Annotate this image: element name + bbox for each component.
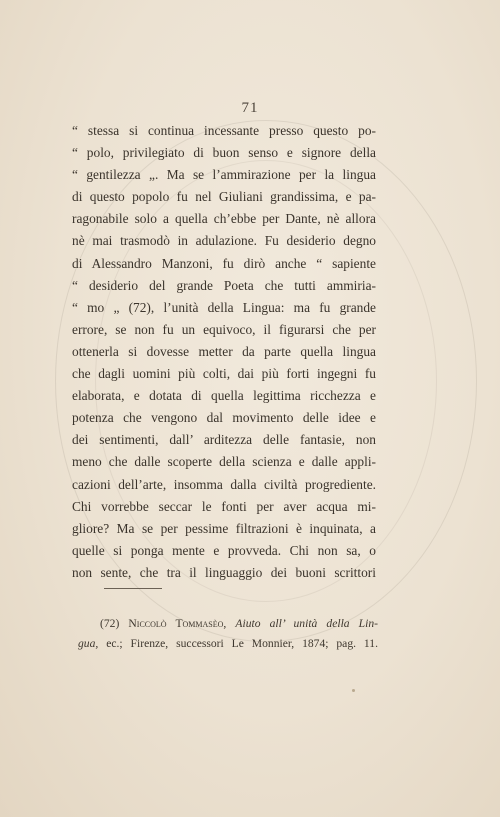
- text-line: “ mo „ (72), l’unità della Lingua: ma fu grande: [72, 299, 376, 315]
- text-line: non sente, che tra il linguaggio dei buoni scrittori: [72, 564, 376, 580]
- footnote: [78, 614, 378, 654]
- text-line: meno che dalle scoperte della scienza e dalle appli-: [72, 454, 376, 470]
- footnote-line-2: [78, 634, 378, 654]
- text-line: potenza che vengono dal movimento delle idee e: [72, 410, 376, 426]
- footnote-marker: (72): [100, 617, 120, 630]
- text-line: elaborata, e dotata di quella legittima ricchezza e: [72, 388, 376, 404]
- text-line: quelle si ponga mente e provveda. Chi non sa, o: [72, 542, 376, 558]
- body-text: [72, 120, 376, 584]
- footnote-publication: ec.; Firenze, successori Le Monnier, 1874; pag. 11.: [106, 637, 378, 650]
- footnote-title-part2: gua,: [78, 637, 99, 650]
- text-line: “ stessa si continua incessante presso questo po-: [72, 123, 376, 138]
- text-line: “ desiderio del grande Poeta che tutti ammiria-: [72, 277, 376, 293]
- footnote-rule: [104, 588, 162, 589]
- text-line: ottenerla si dovesse metter da parte quella lingua: [72, 343, 376, 359]
- text-line: cazioni dell’arte, insomma dalla civiltà progrediente.: [72, 476, 376, 492]
- text-line: gliore? Ma se per pessime filtrazioni è inquinata, a: [72, 520, 376, 536]
- text-line: Chi vorrebbe seccar le fonti per aver acqua mi-: [72, 498, 376, 514]
- footnote-title-part1: Aiuto all’ unità della Lin-: [235, 617, 379, 630]
- page-number: 71: [241, 100, 259, 116]
- text-line: che dagli uomini più colti, dai più forti ingegni fu: [72, 366, 376, 382]
- text-line: di questo popolo fu nel Giuliani grandissima, e pa-: [72, 189, 376, 205]
- text-line: errore, se non fu un equivoco, il figurarsi che per: [72, 321, 376, 337]
- text-line: di Alessandro Manzoni, fu dirò anche “ sapiente: [72, 255, 376, 271]
- paper-speck: [352, 689, 355, 692]
- text-line: dei sentimenti, dall’ arditezza delle fantasie, non: [72, 432, 376, 448]
- text-line: “ polo, privilegiato di buon senso e signore della: [72, 145, 376, 161]
- footnote-author: Niccolò Tommasèo,: [128, 617, 227, 630]
- text-line: “ gentilezza „. Ma se l’ammirazione per la lingua: [72, 167, 376, 183]
- text-line: nè mai trasmodò in adulazione. Fu desiderio degno: [72, 233, 376, 249]
- text-line: ragonabile solo a quella ch’ebbe per Dante, nè allora: [72, 211, 376, 227]
- footnote-line-1: [78, 614, 378, 634]
